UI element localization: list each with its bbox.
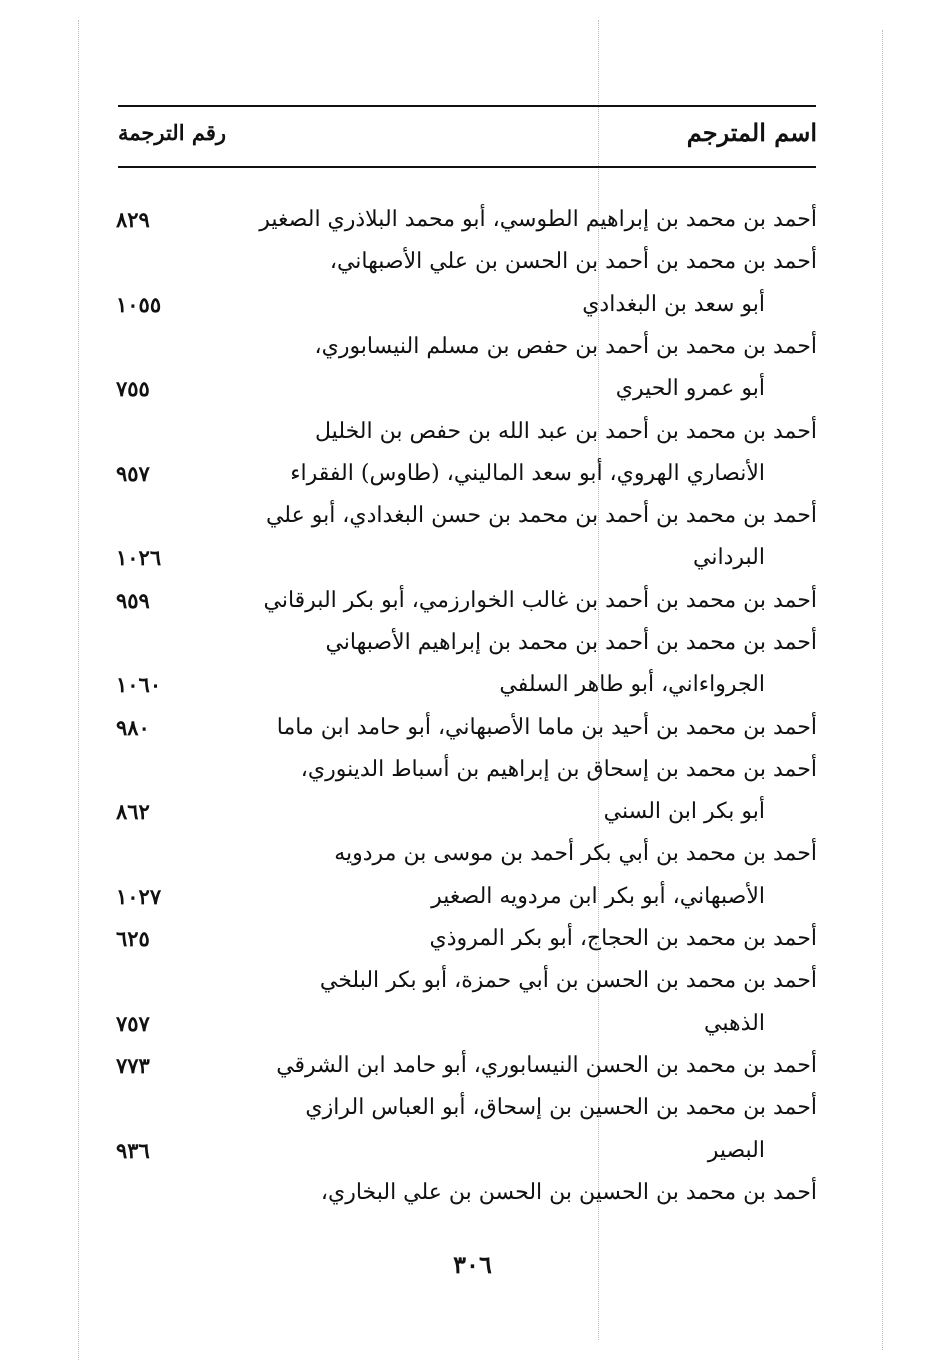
entry-number: ٩٥٩ <box>116 588 150 613</box>
entry-number: ٧٥٧ <box>116 1011 150 1036</box>
entry-line: الأصبهاني، أبو بكر ابن مردويه الصغير <box>431 884 765 909</box>
page-number: ٣٠٦ <box>453 1250 492 1279</box>
entry-line: أحمد بن محمد بن إبراهيم الطوسي، أبو محمد البلاذري الصغير <box>259 207 817 232</box>
header-bottom-rule <box>118 166 816 168</box>
entry-line: أبو بكر ابن السني <box>603 799 765 824</box>
entry-number: ٧٥٥ <box>116 376 150 401</box>
entry-line: أحمد بن محمد بن الحسن بن أبي حمزة، أبو بكر البلخي <box>319 968 817 993</box>
entry-line: أحمد بن محمد بن إسحاق بن إبراهيم بن أسباط الدينوري، <box>300 757 817 782</box>
number-column-header: رقم الترجمة <box>118 120 227 145</box>
entry-number: ٩٨٠ <box>116 715 150 740</box>
entry-line: أحمد بن محمد بن أبي بكر أحمد بن موسى بن مردويه <box>334 841 817 866</box>
entry-line: أحمد بن محمد بن الحسن النيسابوري، أبو حامد ابن الشرقي <box>276 1053 817 1078</box>
name-column-header: اسم المترجم <box>686 118 817 147</box>
entry-line: أحمد بن محمد بن أحيد بن ماما الأصبهاني، أبو حامد ابن ماما <box>276 715 817 740</box>
entry-number: ١٠٢٦ <box>116 545 162 570</box>
entry-line: أبو عمرو الحيري <box>615 376 765 401</box>
scan-artifact-line <box>78 20 80 1360</box>
entry-line: أحمد بن محمد بن أحمد بن عبد الله بن حفص بن الخليل <box>315 419 817 444</box>
entry-line: أحمد بن محمد بن أحمد بن غالب الخوارزمي، أبو بكر البرقاني <box>263 588 817 613</box>
entry-number: ١٠٥٥ <box>116 292 162 317</box>
header-top-rule <box>118 105 816 107</box>
entry-number: ٩٥٧ <box>116 461 150 486</box>
entry-line: الجرواءاني، أبو طاهر السلفي <box>499 672 765 697</box>
entry-number: ٩٣٦ <box>116 1138 150 1163</box>
entry-line: أبو سعد بن البغدادي <box>582 292 765 317</box>
entry-number: ٦٢٥ <box>116 926 150 951</box>
entry-line: الذهبي <box>704 1011 765 1036</box>
entry-line: أحمد بن محمد بن الحسين بن إسحاق، أبو العباس الرازي <box>305 1095 817 1120</box>
entry-line: الأنصاري الهروي، أبو سعد الماليني، (طاوس) الفقراء <box>290 461 765 486</box>
entry-line: أحمد بن محمد بن الحجاج، أبو بكر المروذي <box>429 926 817 951</box>
entry-number: ٨٦٢ <box>116 799 150 824</box>
entry-number: ٧٧٣ <box>116 1053 150 1078</box>
entry-number: ٨٢٩ <box>116 207 150 232</box>
entry-line: أحمد بن محمد بن أحمد بن محمد بن إبراهيم الأصبهاني <box>325 630 817 655</box>
entry-line: أحمد بن محمد بن أحمد بن حفص بن مسلم النيسابوري، <box>314 334 817 359</box>
entry-line: البصير <box>707 1138 765 1163</box>
scan-artifact-line <box>882 30 884 1350</box>
entry-line: أحمد بن محمد بن الحسين بن الحسن بن علي البخاري، <box>320 1180 817 1205</box>
entry-line: البرداني <box>693 545 765 570</box>
entry-number: ١٠٦٠ <box>116 672 162 697</box>
entry-number: ١٠٢٧ <box>116 884 162 909</box>
entry-line: أحمد بن محمد بن أحمد بن الحسن بن علي الأصبهاني، <box>329 249 817 274</box>
entry-line: أحمد بن محمد بن أحمد بن محمد بن حسن البغدادي، أبو علي <box>265 503 817 528</box>
